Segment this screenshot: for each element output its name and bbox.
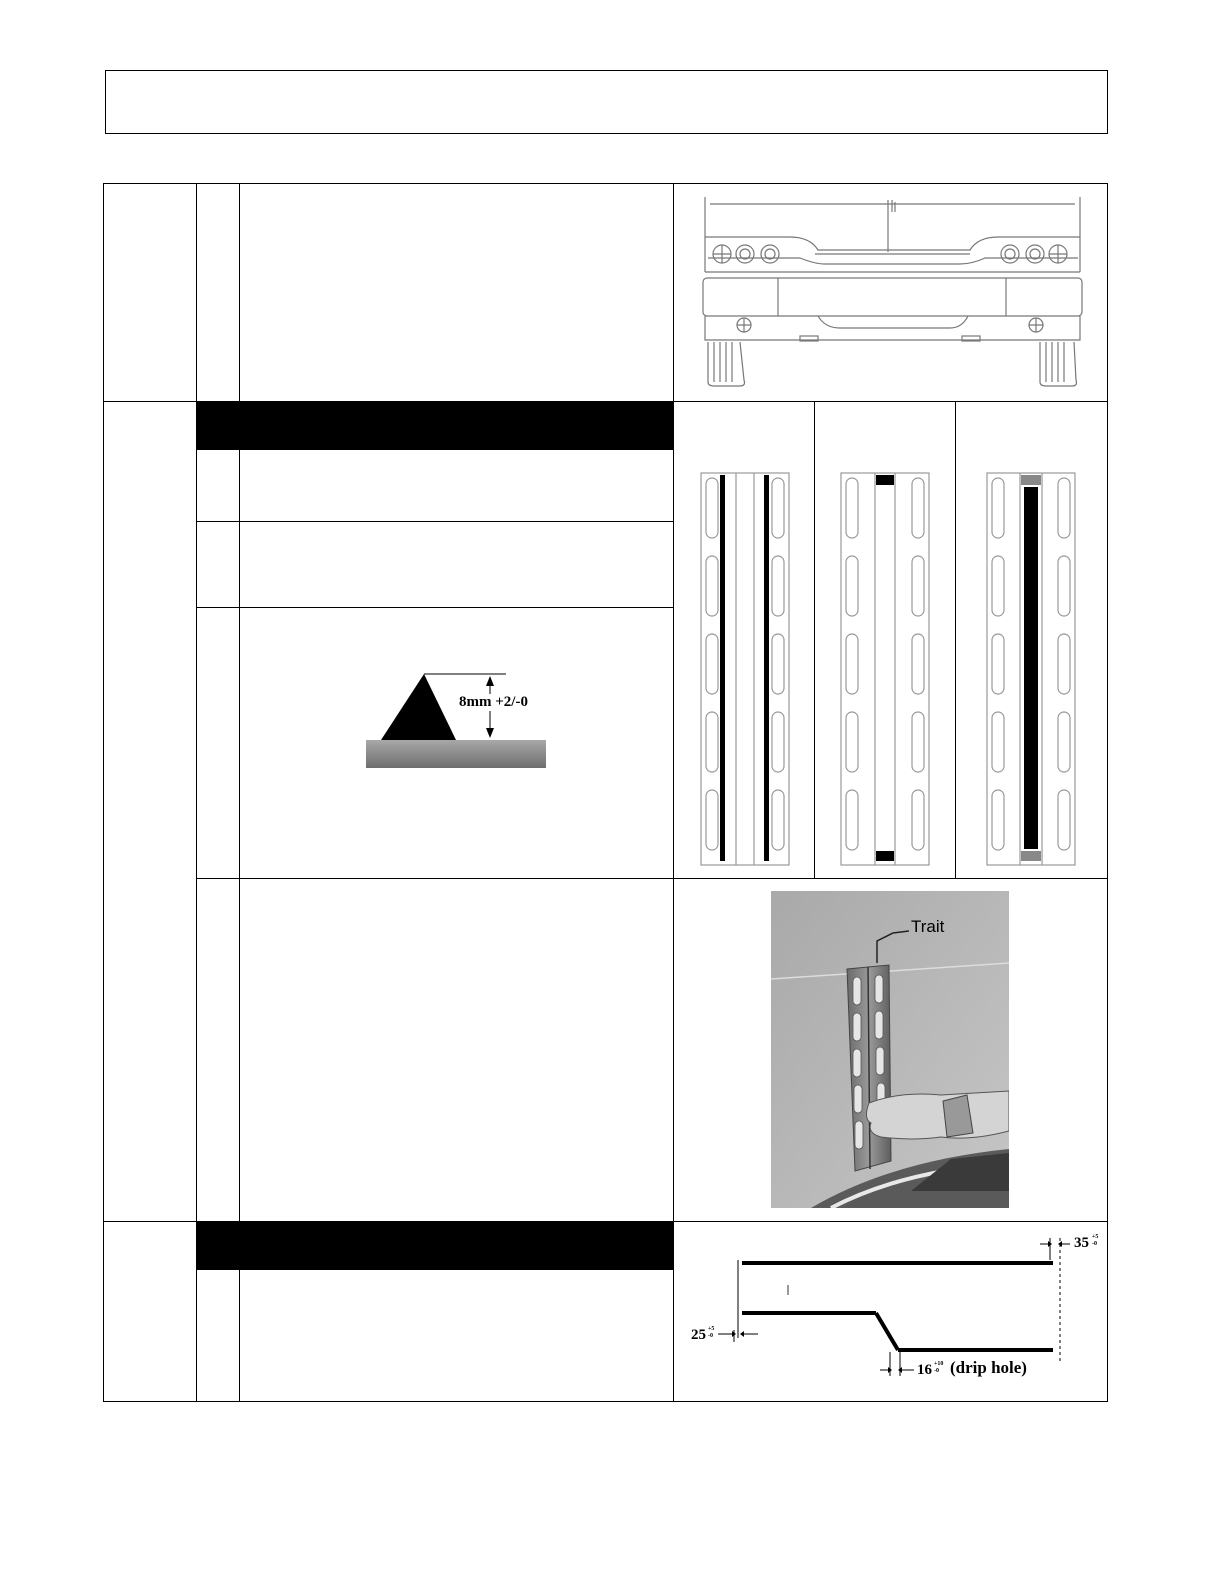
row-divider-3: [196, 607, 673, 608]
rear-bus-drawing: [700, 192, 1085, 392]
row-divider-2: [196, 521, 673, 522]
col-divider-2: [239, 183, 240, 401]
dim-bottom-tolerance: +10 -0: [934, 1361, 944, 1374]
dim-top-value: 35: [1074, 1235, 1089, 1251]
dim-left-value: 25: [691, 1327, 706, 1343]
dim-top-tolerance: +5 -0: [1092, 1234, 1099, 1247]
section-header-bar-1: [196, 401, 673, 450]
col-divider-1: [196, 183, 197, 1402]
dim-bottom-note: (drip hole): [950, 1358, 1027, 1377]
strip-drawings: [700, 470, 1096, 868]
weld-spec-figure: [366, 670, 556, 770]
drip-profile-drawing: [688, 1230, 1103, 1395]
dim-bottom-value: 16: [917, 1362, 932, 1378]
header-title-box: [105, 70, 1108, 134]
row-divider-4: [196, 878, 1108, 879]
dim-left-tolerance: +5 -0: [708, 1326, 715, 1339]
section-header-bar-2: [196, 1221, 673, 1270]
col-divider-2c: [239, 1270, 240, 1402]
installation-photo: [771, 891, 1009, 1208]
col-divider-2b: [239, 450, 240, 1221]
weld-dimension-label: 8mm +2/-0: [459, 694, 528, 710]
col-divider-3: [673, 183, 674, 1402]
trait-callout-label: Trait: [911, 917, 945, 936]
